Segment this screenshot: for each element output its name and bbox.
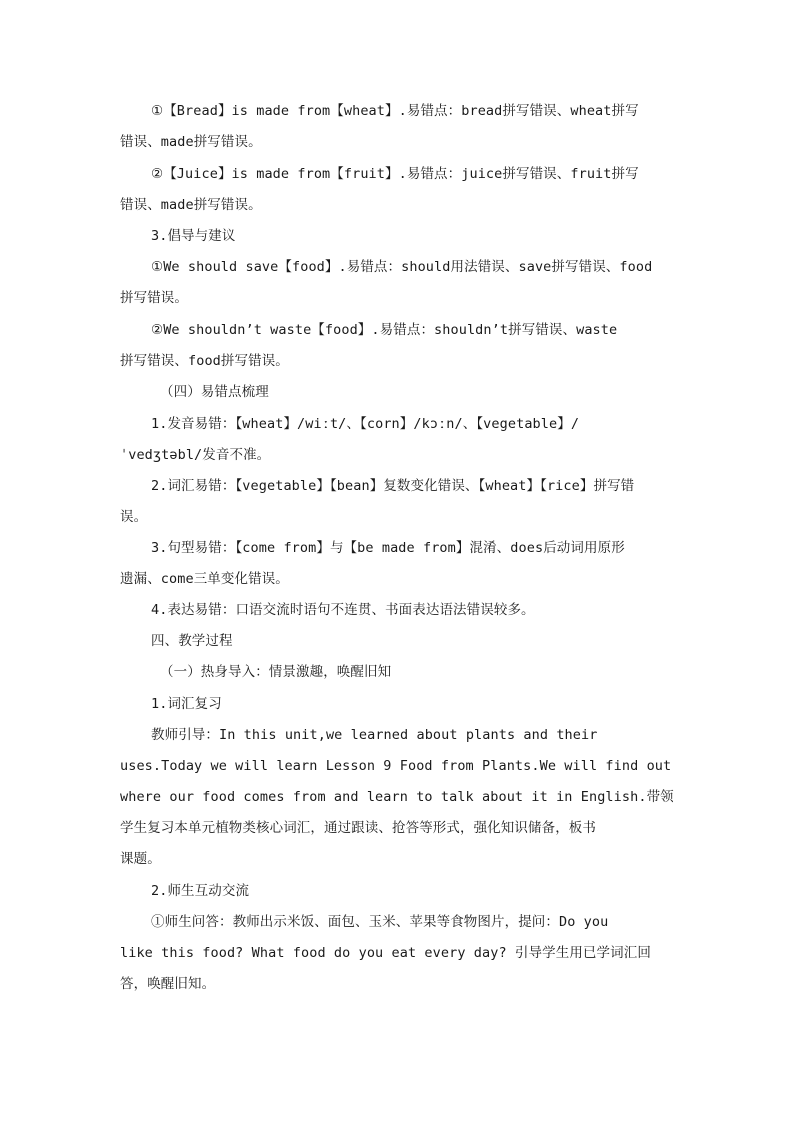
section-heading: 四、教学过程 <box>151 633 233 649</box>
text-line: 2.词汇易错：【vegetable】【bean】复数变化错误、【wheat】【rice】拼写错 <box>151 478 635 494</box>
text-line: ˈvedʒtəbl/发音不准。 <box>120 447 271 463</box>
text-line: 遗漏、come三单变化错误。 <box>120 571 289 587</box>
text-line: 3.句型易错：【come from】与【be made from】混淆、does后动词用原形 <box>151 540 625 556</box>
section-heading: 3.倡导与建议 <box>151 228 236 244</box>
text-line: 答，唤醒旧知。 <box>120 976 216 992</box>
section-heading: （一）热身导入：情景激趣，唤醒旧知 <box>160 664 392 680</box>
text-line: where our food comes from and learn to talk about it in English.带领 <box>120 789 674 805</box>
text-line: ①师生问答：教师出示米饭、面包、玉米、苹果等食物图片，提问：Do you <box>151 914 609 930</box>
text-line: 拼写错误。 <box>120 290 188 306</box>
text-line: 学生复习本单元植物类核心词汇，通过跟读、抢答等形式，强化知识储备，板书 <box>120 820 596 836</box>
text-line: ②【Juice】is made from【fruit】.易错点：juice拼写错误、fruit拼写 <box>151 166 639 182</box>
text-line: 1.发音易错：【wheat】/wiːt/、【corn】/kɔːn/、【vegetable】/ <box>151 416 580 432</box>
text-line: uses.Today we will learn Lesson 9 Food from Plants.We will find out <box>120 758 672 774</box>
section-heading: （四）易错点梳理 <box>160 384 269 400</box>
text-line: 错误、made拼写错误。 <box>120 197 262 213</box>
text-line: 拼写错误、food拼写错误。 <box>120 353 289 369</box>
text-line: 错误、made拼写错误。 <box>120 134 262 150</box>
text-line: like this food? What food do you eat every day? 引导学生用已学词汇回 <box>120 945 651 961</box>
text-line: 教师引导：In this unit,we learned about plants and their <box>151 727 598 743</box>
section-heading: 1.词汇复习 <box>151 696 222 712</box>
text-line: 课题。 <box>120 851 161 867</box>
text-line: 4.表达易错：口语交流时语句不连贯、书面表达语法错误较多。 <box>151 602 535 618</box>
section-heading: 2.师生互动交流 <box>151 883 250 899</box>
text-line: 误。 <box>120 509 148 525</box>
text-line: ①【Bread】is made from【wheat】.易错点：bread拼写错误、wheat拼写 <box>151 103 639 119</box>
text-line: ①We should save【food】.易错点：should用法错误、save拼写错误、food <box>151 259 653 275</box>
text-line: ②We shouldn’t waste【food】.易错点：shouldn’t拼写错误、waste <box>151 322 618 338</box>
